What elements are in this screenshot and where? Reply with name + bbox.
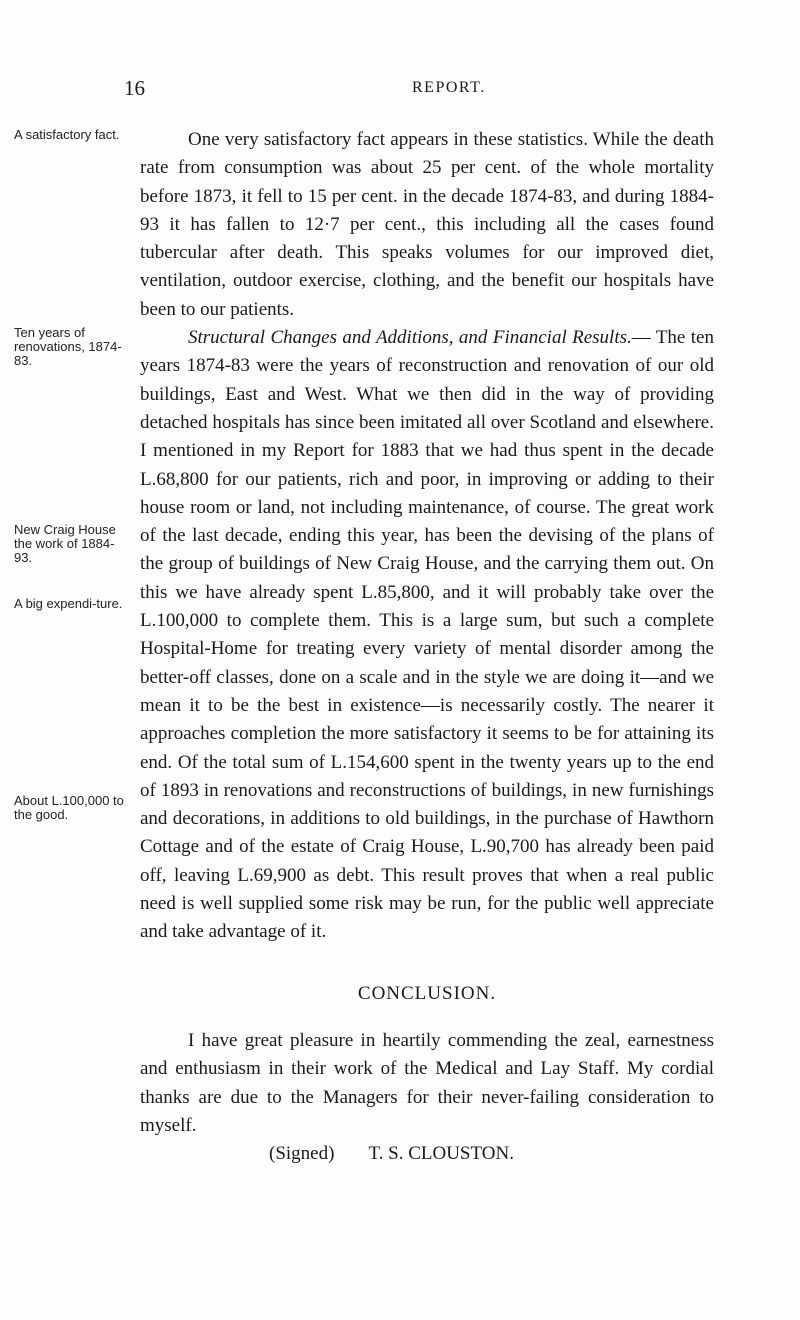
main-text <box>140 126 714 1168</box>
margin-note-expenditure: A big expendi-ture. <box>14 596 123 611</box>
page-header <box>0 76 800 102</box>
paragraph-structural-changes-body: — The ten years 1874-83 were the years of reconstruction and renovation of our old buildings, East and West. What we then did in the way of providing detached hospitals has since been imitated all over Scotland and elsewhere. I mentioned in my Report for 1883 that we had thus spent in the decade L.68,800 for our patients, rich and poor, in improving or adding to their house room or land, not including maintenance, of course. The great work of the last decade, ending this year, has been the devising of the plans of the group of buildings of New Craig House, and the carrying them out. On this we have already spent L.85,800, and it will probably take over the L.100,000 to complete them. This is a large sum, but such a complete Hospital-Home for treating every variety of mental disorder among the better-off classes, done on a scale and in the style we are doing it—and we mean it to be the best in existence—is necessarily costly. The nearer it approaches completion the more satisfactory it seems to be for attaining its end. Of the total sum of L.154,600 spent in the twenty years up to the end of 1893 in renovations and reconstructions of buildings, in new furnishings and decorations, in additions to old buildings, in the purchase of Hawthorn Cottage and of the estate of Craig House, L.90,700 has already been paid off, leaving L.69,900 as debt. This result proves that when a real public need is well supplied some risk may be run, for the public well appreciate and take advantage of it. <box>140 327 714 943</box>
running-title: REPORT. <box>412 79 486 96</box>
paragraph-structural-changes <box>140 324 714 947</box>
margin-note-new-craig-house: New Craig House the work of 1884-93. <box>14 522 116 565</box>
section-heading-structural-changes: Structural Changes and Additions, and Financial Results. <box>188 327 632 349</box>
paragraph-conclusion: I have great pleasure in heartily commending the zeal, earnestness and enthusiasm in their work of the Medical and Lay Staff. My cordial thanks are due to the Managers for their never-failing consideration to myself. <box>140 1029 714 1136</box>
page-number: 16 <box>124 76 145 100</box>
signature-name: T. S. CLOUSTON. <box>368 1143 514 1165</box>
margin-note-satisfactory-fact: A satisfactory fact. <box>14 127 120 142</box>
paragraph-consumption: One very satisfactory fact appears in these statistics. While the death rate from consumption was about 25 per cent. of the whole mortality before 1873, it fell to 15 per cent. in the decade 1874-83, and during 1884-93 it has fallen to 12·7 per cent., this including all the cases found tubercular after death. This speaks volumes for our improved diet, ventilation, outdoor exercise, clothing, and the benefit our hospitals have been to our patients. <box>140 129 714 320</box>
signature-label: (Signed) <box>269 1143 335 1165</box>
margin-note-renovations: Ten years of renovations, 1874-83. <box>14 325 122 368</box>
signature-line <box>140 1140 714 1168</box>
margin-note-to-the-good: About L.100,000 to the good. <box>14 793 124 822</box>
conclusion-heading: CONCLUSION. <box>357 982 497 1004</box>
